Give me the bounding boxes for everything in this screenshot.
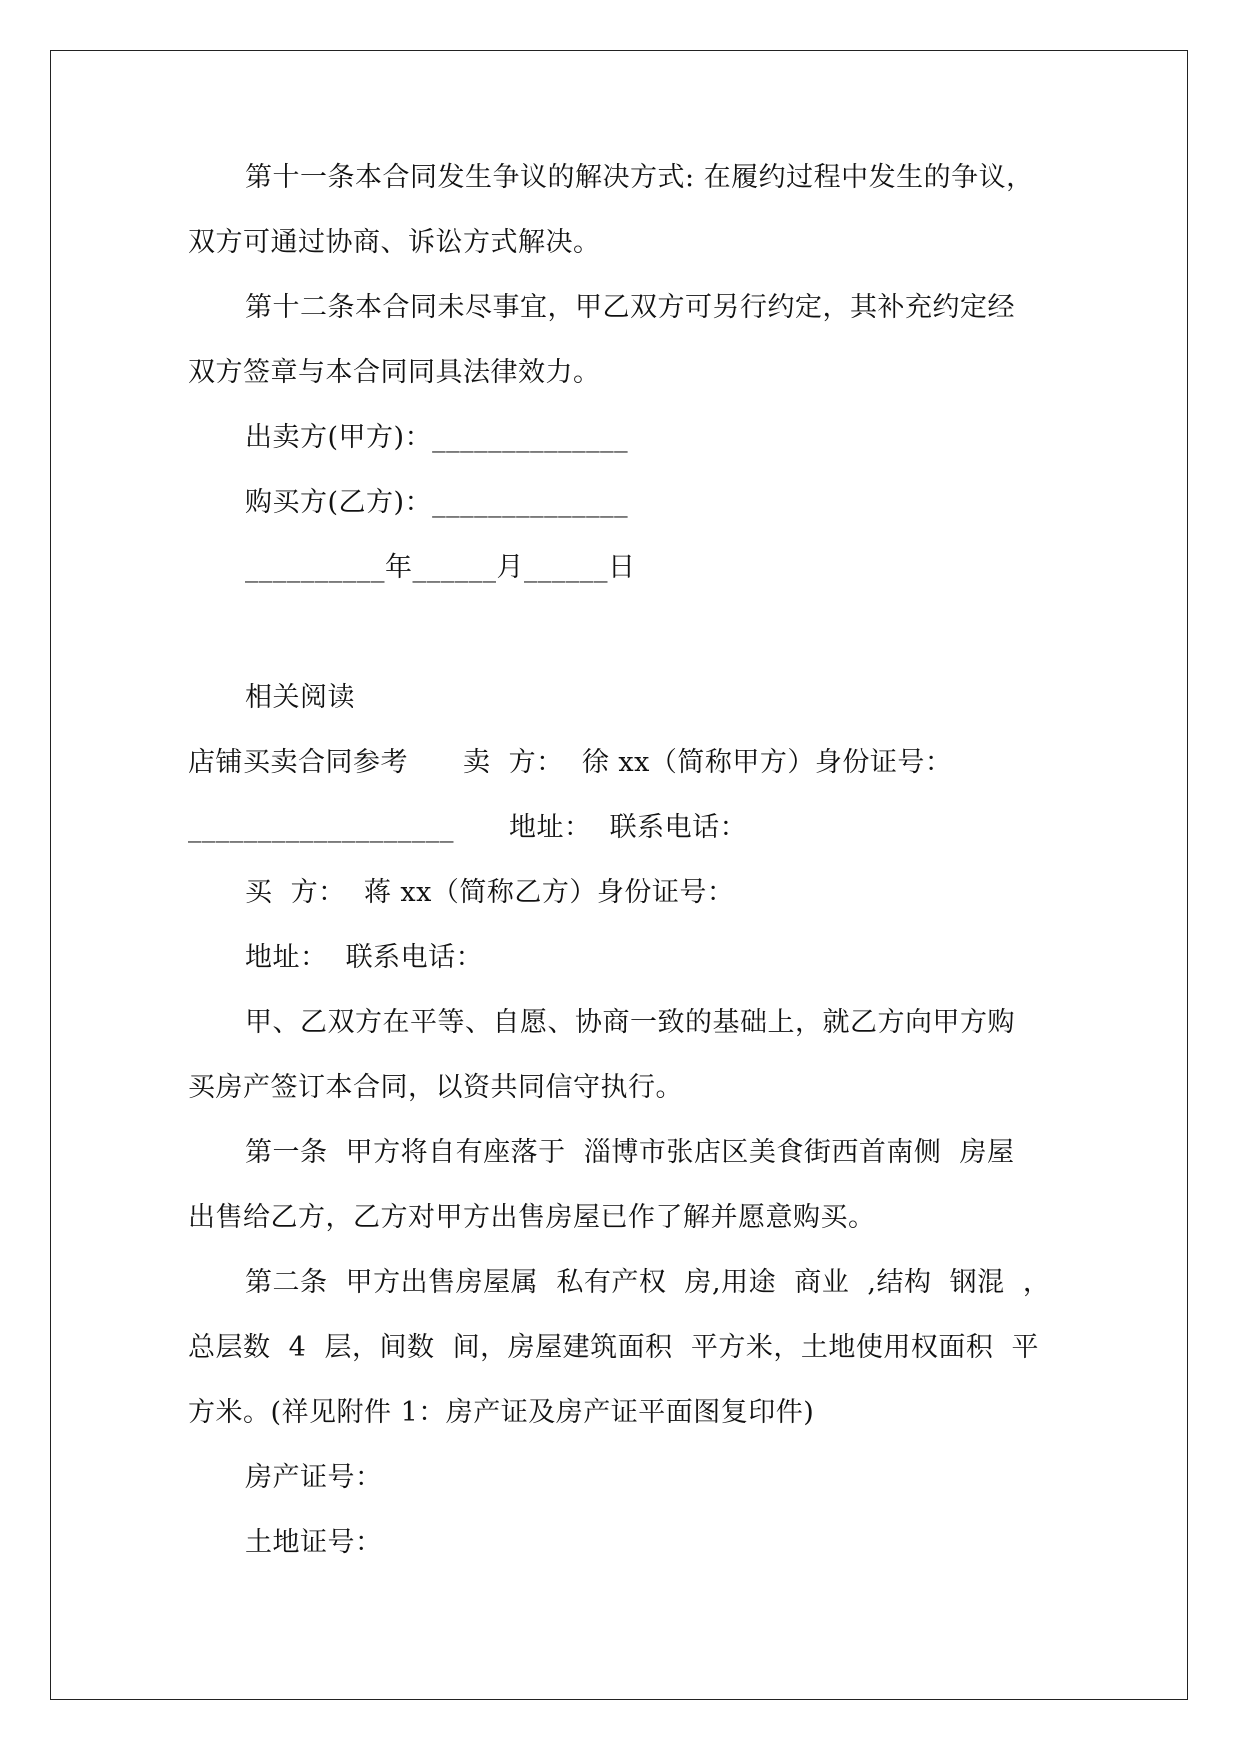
article-2-line-1: 第二条 甲方出售房屋属 私有产权 房,用途 商业 ,结构 钢混 ，: [245, 1267, 1051, 1298]
article-1-line-2: 出售给乙方，乙方对甲方出售房屋已作了解并愿意购买。: [188, 1202, 876, 1233]
article-2-line-2: 总层数 4 层，间数 间，房屋建筑面积 平方米，土地使用权面积 平: [188, 1332, 1040, 1363]
article-11-line-1: 第十一条本合同发生争议的解决方式: 在履约过程中发生的争议，: [245, 162, 1034, 193]
buyer-address-line: 地址： 联系电话：: [245, 942, 484, 973]
related-title-seller-line: 店铺买卖合同参考 卖 方： 徐 xx（简称甲方）身份证号：: [188, 747, 953, 778]
article-12-line-1: 第十二条本合同未尽事宜，甲乙双方可另行约定，其补充约定经: [245, 292, 1015, 323]
article-1-line-1: 第一条 甲方将自有座落于 淄博市张店区美食街西首南侧 房屋: [245, 1137, 1015, 1168]
land-cert-line: 土地证号：: [245, 1527, 383, 1558]
property-cert-line: 房产证号：: [245, 1462, 383, 1493]
seller-id-address-line: ___________________ 地址： 联系电话：: [188, 812, 748, 843]
preamble-line-1: 甲、乙双方在平等、自愿、协商一致的基础上，就乙方向甲方购: [245, 1007, 1015, 1038]
article-11-line-2: 双方可通过协商、诉讼方式解决。: [188, 227, 601, 258]
date-line: __________年______月______日: [245, 552, 636, 583]
preamble-line-2: 买房产签订本合同，以资共同信守执行。: [188, 1072, 683, 1103]
buyer-signature-line: 购买方(乙方)：______________: [245, 487, 629, 518]
related-reading-heading: 相关阅读: [245, 682, 355, 713]
buyer-line: 买 方： 蒋 xx（简称乙方）身份证号：: [245, 877, 735, 908]
article-12-line-2: 双方签章与本合同同具法律效力。: [188, 357, 601, 388]
seller-signature-line: 出卖方(甲方)：______________: [245, 422, 629, 453]
article-2-line-3: 方米。(祥见附件 1：房产证及房产证平面图复印件): [188, 1397, 815, 1428]
